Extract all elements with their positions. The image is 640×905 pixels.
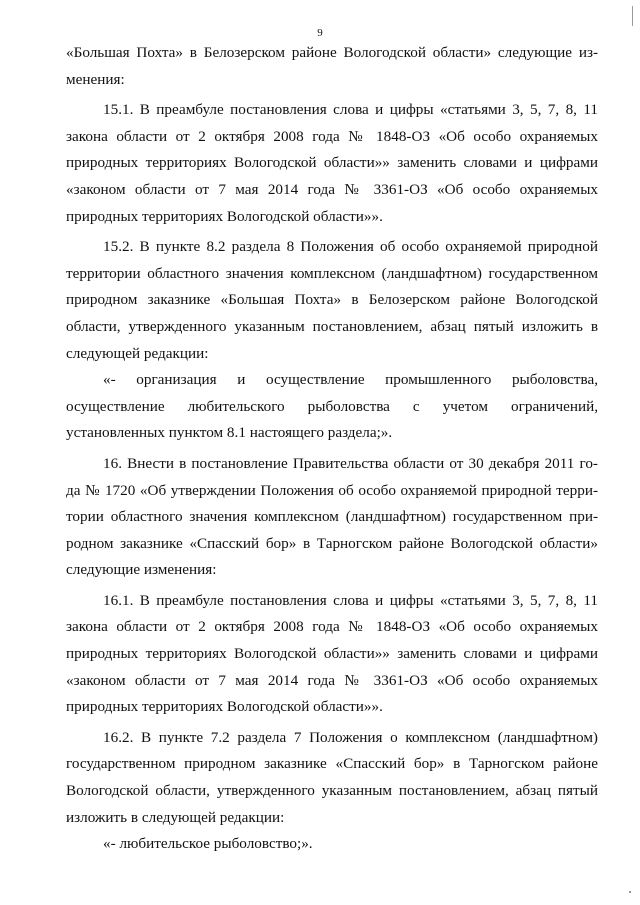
page-number: 9 <box>317 27 323 39</box>
text-line: территории областного значения комплексном (ландшафтном) государственном <box>66 264 598 282</box>
text-line: установленных пунктом 8.1 настоящего раздела;». <box>66 424 393 442</box>
text-line: следующей редакции: <box>66 344 209 362</box>
text-line: государственном природном заказнике «Спасский бор» в Тарногском районе <box>66 755 598 773</box>
text-line: «законом области от 7 мая 2014 года № 3361-ОЗ «Об особо охраняемых <box>66 180 598 198</box>
text-line: «Большая Похта» в Белозерском районе Вологодской области» следующие из- <box>66 44 598 61</box>
text-line: природных территориях Вологодской области»» заменить словами и цифрами <box>66 154 598 172</box>
quoted-amendment-15-2 <box>66 367 598 447</box>
text-line: родном заказнике «Спасский бор» в Тарногском районе Вологодской области» <box>66 534 598 552</box>
paragraph-16-2 <box>66 725 598 831</box>
text-line: 16. Внести в постановление Правительства области от 30 декабря 2011 го- <box>103 454 598 472</box>
paragraph-15-2 <box>66 234 598 367</box>
text-line: следующие изменения: <box>66 561 217 579</box>
text-line: «законом области от 7 мая 2014 года № 3361-ОЗ «Об особо охраняемых <box>66 671 598 689</box>
document-body <box>66 40 598 858</box>
text-line: менения: <box>66 70 125 88</box>
text-line: 16.2. В пункте 7.2 раздела 7 Положения о комплексном (ландшафтном) <box>103 728 598 746</box>
text-line: природных территориях Вологодской области»». <box>66 207 383 225</box>
quoted-amendment-16-2 <box>66 831 598 858</box>
paragraph-16-1 <box>66 588 598 721</box>
text-line: 16.1. В преамбуле постановления слова и цифры «статьями 3, 5, 7, 8, 11 <box>103 591 598 609</box>
text-line: закона области от 2 октября 2008 года № 1848-ОЗ «Об особо охраняемых <box>66 618 598 636</box>
text-line: 15.2. В пункте 8.2 раздела 8 Положения об особо охраняемой природной <box>103 238 598 256</box>
paragraph-15-1 <box>66 97 598 230</box>
text-line: Вологодской области, утвержденного указанным постановлением, абзац пятый <box>66 782 598 800</box>
scan-edge-mark <box>632 6 633 26</box>
text-line: 15.1. В преамбуле постановления слова и цифры «статьями 3, 5, 7, 8, 11 <box>103 101 598 119</box>
text-line: природном заказнике «Большая Похта» в Белозерском районе Вологодской <box>66 291 598 309</box>
text-line: «- любительское рыболовство;». <box>103 835 313 853</box>
text-line: изложить в следующей редакции: <box>66 808 285 826</box>
scan-dust-mark <box>629 891 631 893</box>
paragraph-intro <box>66 40 598 93</box>
text-line: закона области от 2 октября 2008 года № 1848-ОЗ «Об особо охраняемых <box>66 127 598 145</box>
text-line: области, утвержденного указанным постановлением, абзац пятый изложить в <box>66 317 598 335</box>
text-line: тории областного значения комплексном (ландшафтном) государственном при- <box>66 508 598 526</box>
text-line: осуществление любительского рыболовства с учетом ограничений, <box>66 397 598 415</box>
text-line: природных территориях Вологодской области»» заменить словами и цифрами <box>66 645 598 663</box>
text-line: да № 1720 «Об утверждении Положения об особо охраняемой природной терри- <box>66 481 598 499</box>
text-line: природных территориях Вологодской области»». <box>66 698 383 716</box>
paragraph-16 <box>66 451 598 584</box>
text-line: «- организация и осуществление промышленного рыболовства, <box>103 371 598 389</box>
